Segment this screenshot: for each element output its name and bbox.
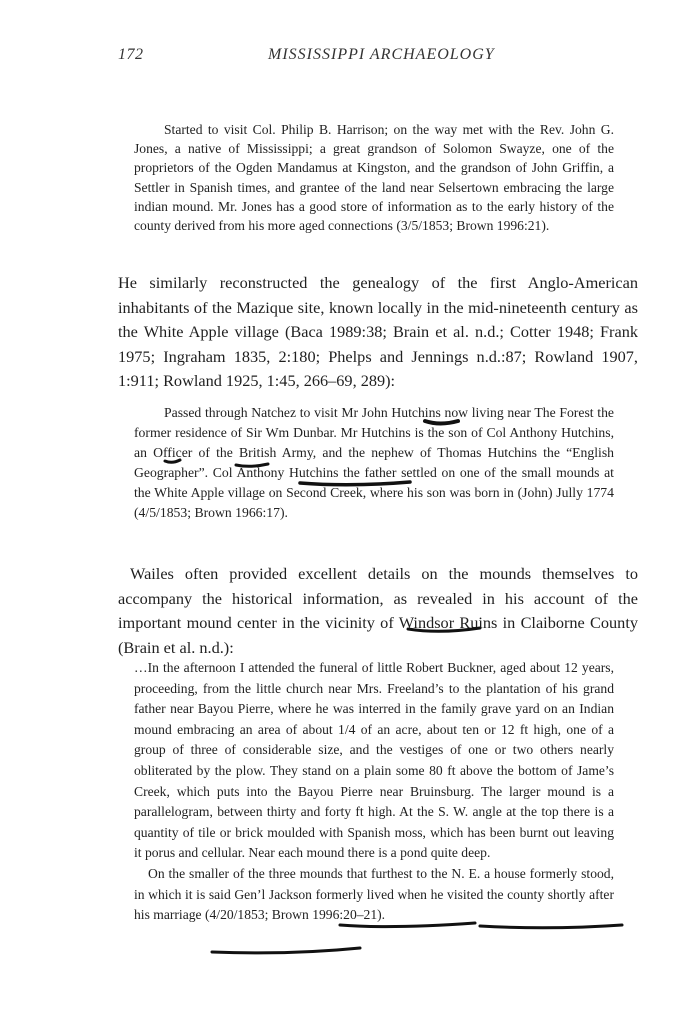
body-paragraph-genealogy: He similarly reconstructed the genealogy of the first Anglo-American inhabitants of the Mazique site, known locally in the mid-nineteenth century as the White Apple village (Baca 1989:38; Brain et al. n.d.; Cotter 1948; Frank 1975; Ingraham 1835, 2:180; Phelps and Jennings n.d.:87; Rowland 1907, 1:911; Rowland 1925, 1:45, 266–69, 289): [118, 273, 638, 391]
block-quote-windsor [134, 658, 614, 926]
block-quote-hutchins: Passed through Natchez to visit Mr John Hutchins now living near The Forest the former residence of Sir Wm Dunbar. Mr Hutchins is the son of Col Anthony Hutchins, an Officer of the British Army, and the nephew of Thomas Hutchins the “English Geographer”. Col Anthony Hutchins the father settled on one of the small mounds at the White Apple village on Second Creek, where his son was born in (John) Jully 1774 (4/5/1853; Brown 1966:17). [134, 405, 614, 520]
running-title: MISSISSIPPI ARCHAEOLOGY [268, 46, 495, 63]
page-number: 172 [118, 46, 144, 63]
body-paragraph-wailes: Wailes often provided excellent details on the mounds themselves to accompany the historical information, as revealed in his account of the important mound center in the vicinity of Windsor Ruins in Claiborne County (Brain et al. n.d.): [118, 564, 638, 657]
underline-shortly-after-marriage [212, 948, 360, 953]
quote-windsor-paragraph-2: On the smaller of the three mounds that furthest to the N. E. a house formerly stood, in which it is said Gen’l Jackson formerly lived when he visited the county shortly after his marriage (4/20/1853; Brown 1996:20–21). [134, 865, 614, 923]
block-quote-harrison: Started to visit Col. Philip B. Harrison; on the way met with the Rev. John G. Jones, a native of Mississippi; a great grandson of Solomon Swayze, one of the proprietors of the Ogden Mandamus at Kingston, and the grandson of John Griffin, a Settler in Spanish times, and grantee of the land near Selsertown embracing the large indian mound. Mr. Jones has a good store of information as to the early history of the county derived from his more aged connections (3/5/1853; Brown 1996:21). [134, 122, 614, 234]
quote-windsor-paragraph-1: …In the afternoon I attended the funeral of little Robert Buckner, aged about 12 years, proceeding, from the little church near Mrs. Freeland’s to the plantation of his grand father near Bayou Pierre, where he was interred in the family grave yard on an Indian mound embracing an area of about 1/4 of an acre, about ten or 12 ft high, one of a group of three of considerable size, and the vestiges of one or two others nearly obliterated by the plow. They stand on a plain some 80 ft above the bottom of Jame’s Creek, which puts into the Bayou Pierre near Bruinsburg. The larger mound is a parallelogram, between thirty and forty ft high. At the S. W. angle at the top there is a quantity of tile or brick moulded with Spanish moss, which has been burnt out leaving it porus and cellular. Near each mound there is a pond quite deep. [134, 660, 614, 861]
